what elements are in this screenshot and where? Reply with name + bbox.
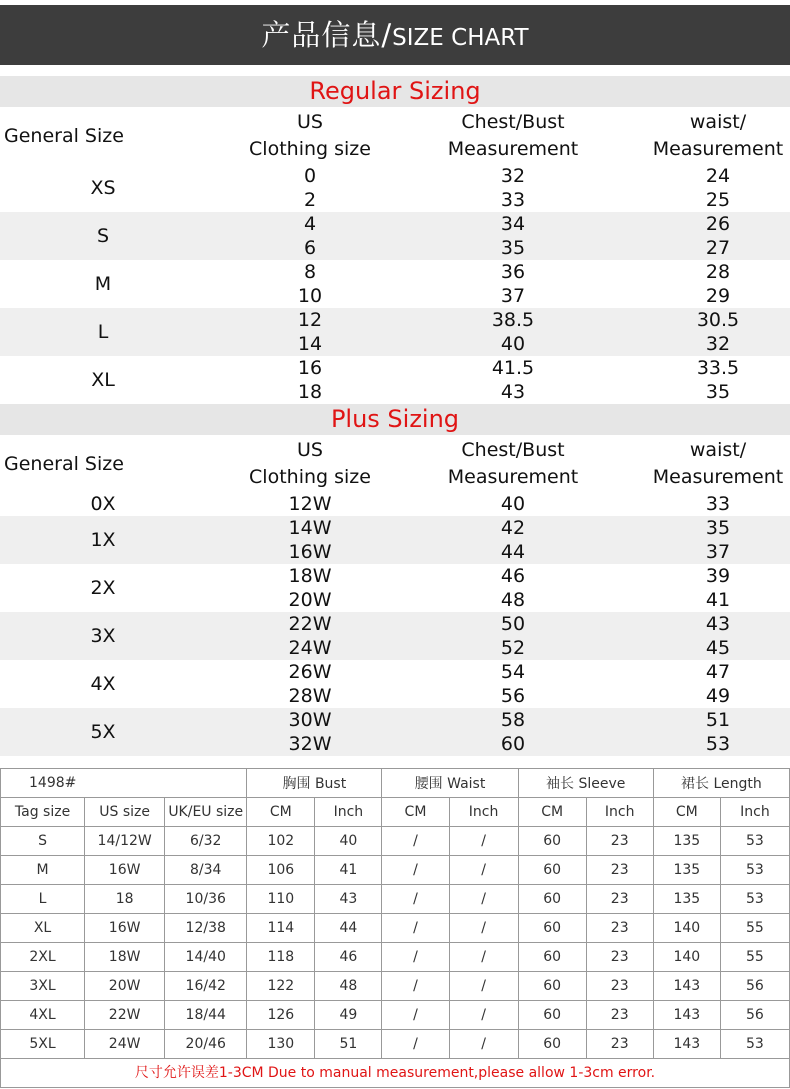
us-size-cell-value: 6 (303, 237, 317, 259)
us-size-cell (230, 260, 390, 308)
table-cell: 60 (518, 1030, 586, 1059)
waist-cell-value: 45 (705, 637, 731, 659)
waist-cell-value: 24 (705, 165, 731, 187)
us-size-cell-value: 18W (288, 565, 332, 587)
table-cell: / (382, 943, 449, 972)
table-cell: S (1, 827, 85, 856)
table-cell: 23 (586, 943, 653, 972)
table-cell: 12/38 (165, 914, 247, 943)
chest-cell (428, 708, 598, 756)
chest-cell (428, 516, 598, 564)
chest-cell (428, 564, 598, 612)
table-cell: 23 (586, 885, 653, 914)
subheader-cell: Inch (720, 798, 789, 827)
table-cell: 49 (315, 1001, 382, 1030)
table-row (1, 885, 790, 914)
chest-cell-value: 42 (500, 517, 526, 539)
table-cell: 18/44 (165, 1001, 247, 1030)
size-row (0, 516, 790, 564)
chest-cell-value: 50 (500, 613, 526, 635)
table-cell: 53 (720, 885, 789, 914)
general-size-cell: 3X (90, 625, 116, 647)
group-header-cell: 腰围 Waist (382, 769, 518, 798)
waist-cell-value: 53 (705, 733, 731, 755)
us-size-cell-value: 16W (288, 541, 332, 563)
us-size-cell (230, 660, 390, 708)
table-cell: 135 (653, 827, 720, 856)
waist-cell-value: 47 (705, 661, 731, 683)
subheader-cell: Inch (586, 798, 653, 827)
general-size-cell: M (94, 273, 112, 295)
us-size-cell-value: 4 (303, 213, 317, 235)
chest-cell-value: 52 (500, 637, 526, 659)
table-cell: 60 (518, 914, 586, 943)
chest-cell (428, 356, 598, 404)
table-cell: 118 (247, 943, 315, 972)
table-row (1, 943, 790, 972)
plus-size-rows (0, 492, 790, 756)
chest-cell-value: 37 (500, 285, 526, 307)
waist-cell-value: 37 (705, 541, 731, 563)
header-us-size: US Clothing size (249, 439, 371, 488)
us-size-cell-value: 22W (288, 613, 332, 635)
size-row (0, 708, 790, 756)
chest-cell-value: 44 (500, 541, 526, 563)
us-size-cell-value: 24W (288, 637, 332, 659)
group-header-cell: 袖长 Sleeve (518, 769, 653, 798)
chest-cell-value: 41.5 (491, 357, 535, 379)
table-cell: 56 (720, 972, 789, 1001)
table-cell: 53 (720, 827, 789, 856)
us-size-cell (230, 356, 390, 404)
table-cell: / (449, 1030, 518, 1059)
table-row (1, 914, 790, 943)
us-size-cell (230, 516, 390, 564)
table-cell: 143 (653, 1001, 720, 1030)
table-cell: / (449, 1001, 518, 1030)
waist-cell (640, 260, 790, 308)
table-cell: / (382, 856, 449, 885)
table-cell: 53 (720, 856, 789, 885)
size-row (0, 164, 790, 212)
chest-cell (428, 212, 598, 260)
general-size-cell: L (97, 321, 109, 343)
chest-cell (428, 612, 598, 660)
chest-cell (428, 164, 598, 212)
table-cell: 114 (247, 914, 315, 943)
table-cell: 140 (653, 914, 720, 943)
subheader-cell: CM (247, 798, 315, 827)
table-cell: 60 (518, 856, 586, 885)
table-row (1, 1001, 790, 1030)
table-cell: 102 (247, 827, 315, 856)
subheader-cell: Inch (315, 798, 382, 827)
table-cell: 5XL (1, 1030, 85, 1059)
us-size-cell (230, 708, 390, 756)
table-cell: 23 (586, 856, 653, 885)
waist-cell (640, 612, 790, 660)
table-row (1, 827, 790, 856)
us-size-cell-value: 14W (288, 517, 332, 539)
header-title-cn: 产品信息/ (261, 18, 393, 52)
table-cell: 23 (586, 827, 653, 856)
waist-cell-value: 33 (705, 493, 731, 515)
size-row (0, 564, 790, 612)
table-cell: 14/12W (85, 827, 165, 856)
chest-cell-value: 33 (500, 189, 526, 211)
table-row (1, 856, 790, 885)
table-row (1, 972, 790, 1001)
waist-cell (640, 492, 790, 516)
table-cell: 110 (247, 885, 315, 914)
us-size-cell-value: 30W (288, 709, 332, 731)
chest-cell-value: 58 (500, 709, 526, 731)
table-cell: XL (1, 914, 85, 943)
subheader-cell: CM (382, 798, 449, 827)
table-cell: / (449, 827, 518, 856)
table-cell: 18 (85, 885, 165, 914)
size-row (0, 612, 790, 660)
table-cell: 23 (586, 972, 653, 1001)
general-size-cell: 5X (90, 721, 116, 743)
table-cell: 60 (518, 943, 586, 972)
table-cell: 51 (315, 1030, 382, 1059)
waist-cell (640, 356, 790, 404)
table-subheader-row (1, 798, 790, 827)
waist-cell (640, 164, 790, 212)
table-cell: 135 (653, 885, 720, 914)
us-size-cell-value: 10 (297, 285, 323, 307)
table-cell: / (382, 1001, 449, 1030)
table-cell: 22W (85, 1001, 165, 1030)
waist-cell-value: 28 (705, 261, 731, 283)
header-general-size: General Size (4, 453, 124, 475)
size-row (0, 260, 790, 308)
measurement-note: 尺寸允许误差1-3CM Due to manual measurement,please allow 1-3cm error. (0, 1058, 790, 1088)
table-cell: / (382, 914, 449, 943)
us-size-cell-value: 0 (303, 165, 317, 187)
waist-cell-value: 43 (705, 613, 731, 635)
table-cell: 4XL (1, 1001, 85, 1030)
waist-cell (640, 564, 790, 612)
chest-cell-value: 60 (500, 733, 526, 755)
us-size-cell-value: 8 (303, 261, 317, 283)
waist-cell-value: 32 (705, 333, 731, 355)
header-us-size: US Clothing size (249, 111, 371, 160)
table-cell: 135 (653, 856, 720, 885)
table-cell: 126 (247, 1001, 315, 1030)
table-cell: / (449, 943, 518, 972)
table-cell: 3XL (1, 972, 85, 1001)
us-size-cell-value: 32W (288, 733, 332, 755)
general-size-cell: S (96, 225, 110, 247)
waist-cell-value: 35 (705, 517, 731, 539)
waist-cell-value: 25 (705, 189, 731, 211)
chest-cell-value: 40 (500, 493, 526, 515)
table-cell: 60 (518, 827, 586, 856)
header-general-size: General Size (4, 125, 124, 147)
table-cell: 140 (653, 943, 720, 972)
table-cell: 60 (518, 972, 586, 1001)
us-size-cell-value: 12 (297, 309, 323, 331)
waist-cell (640, 516, 790, 564)
chest-cell (428, 492, 598, 516)
table-cell: / (382, 885, 449, 914)
waist-cell (640, 660, 790, 708)
table-cell: 48 (315, 972, 382, 1001)
us-size-cell (230, 212, 390, 260)
table-cell: 56 (720, 1001, 789, 1030)
table-cell: 20W (85, 972, 165, 1001)
table-cell: 44 (315, 914, 382, 943)
general-size-cell: XL (91, 369, 115, 391)
us-size-cell-value: 12W (288, 493, 332, 515)
chest-cell (428, 308, 598, 356)
chest-cell (428, 260, 598, 308)
table-cell: 16/42 (165, 972, 247, 1001)
us-size-cell (230, 164, 390, 212)
us-size-cell (230, 612, 390, 660)
table-cell: / (449, 885, 518, 914)
table-cell: 23 (586, 914, 653, 943)
table-cell: 40 (315, 827, 382, 856)
waist-cell-value: 49 (705, 685, 731, 707)
waist-cell-value: 30.5 (696, 309, 740, 331)
table-cell: 106 (247, 856, 315, 885)
subheader-cell: Inch (449, 798, 518, 827)
us-size-cell-value: 16 (297, 357, 323, 379)
waist-cell (640, 708, 790, 756)
table-cell: / (382, 827, 449, 856)
general-size-cell: 4X (90, 673, 116, 695)
table-cell: 8/34 (165, 856, 247, 885)
chest-cell-value: 43 (500, 381, 526, 403)
general-size-cell: 0X (90, 493, 116, 515)
size-row (0, 660, 790, 708)
general-size-cell: 1X (90, 529, 116, 551)
subheader-cell: Tag size (1, 798, 85, 827)
table-cell: 24W (85, 1030, 165, 1059)
table-cell: M (1, 856, 85, 885)
waist-cell-value: 35 (705, 381, 731, 403)
us-size-cell (230, 492, 390, 516)
table-cell: 143 (653, 1030, 720, 1059)
page-header (0, 5, 790, 65)
waist-cell (640, 212, 790, 260)
plus-sizing-title: Plus Sizing (0, 404, 790, 435)
table-cell: 16W (85, 914, 165, 943)
table-cell: / (382, 972, 449, 1001)
regular-sizing-title: Regular Sizing (0, 76, 790, 107)
table-cell: 23 (586, 1001, 653, 1030)
us-size-cell (230, 564, 390, 612)
header-chest: Chest/Bust Measurement (447, 111, 579, 160)
table-cell: 6/32 (165, 827, 247, 856)
chest-cell (428, 660, 598, 708)
table-cell: 130 (247, 1030, 315, 1059)
table-cell: 23 (586, 1030, 653, 1059)
chest-cell-value: 32 (500, 165, 526, 187)
table-cell: 20/46 (165, 1030, 247, 1059)
table-cell: 16W (85, 856, 165, 885)
table-cell: 60 (518, 885, 586, 914)
regular-column-headers (0, 107, 790, 165)
us-size-cell-value: 2 (303, 189, 317, 211)
chest-cell-value: 40 (500, 333, 526, 355)
table-cell: 43 (315, 885, 382, 914)
measurement-table (0, 768, 790, 1059)
table-cell: / (449, 914, 518, 943)
waist-cell-value: 41 (705, 589, 731, 611)
size-row (0, 212, 790, 260)
header-chest: Chest/Bust Measurement (447, 439, 579, 488)
chest-cell-value: 38.5 (491, 309, 535, 331)
model-number-cell: 1498# (1, 769, 247, 798)
chest-cell-value: 56 (500, 685, 526, 707)
table-cell: 55 (720, 943, 789, 972)
chest-cell-value: 34 (500, 213, 526, 235)
us-size-cell-value: 20W (288, 589, 332, 611)
table-cell: 46 (315, 943, 382, 972)
table-cell: 122 (247, 972, 315, 1001)
chest-cell-value: 54 (500, 661, 526, 683)
table-cell: 18W (85, 943, 165, 972)
size-row (0, 308, 790, 356)
header-waist: waist/ Measurement (652, 111, 784, 160)
us-size-cell-value: 26W (288, 661, 332, 683)
table-cell: 53 (720, 1030, 789, 1059)
waist-cell-value: 39 (705, 565, 731, 587)
size-row (0, 492, 790, 516)
subheader-cell: CM (518, 798, 586, 827)
table-cell: L (1, 885, 85, 914)
table-group-header-row (1, 769, 790, 798)
waist-cell-value: 51 (705, 709, 731, 731)
table-cell: 2XL (1, 943, 85, 972)
chest-cell-value: 46 (500, 565, 526, 587)
table-cell: / (449, 856, 518, 885)
header-title-en: SIZE CHART (392, 25, 529, 51)
us-size-cell-value: 18 (297, 381, 323, 403)
waist-cell-value: 33.5 (696, 357, 740, 379)
general-size-cell: 2X (90, 577, 116, 599)
waist-cell-value: 26 (705, 213, 731, 235)
us-size-cell (230, 308, 390, 356)
waist-cell-value: 29 (705, 285, 731, 307)
subheader-cell: UK/EU size (165, 798, 247, 827)
size-row (0, 356, 790, 404)
plus-column-headers (0, 435, 790, 493)
table-row (1, 1030, 790, 1059)
header-waist: waist/ Measurement (652, 439, 784, 488)
chest-cell-value: 36 (500, 261, 526, 283)
chest-cell-value: 35 (500, 237, 526, 259)
waist-cell (640, 308, 790, 356)
chest-cell-value: 48 (500, 589, 526, 611)
table-cell: 14/40 (165, 943, 247, 972)
group-header-cell: 裙长 Length (653, 769, 789, 798)
us-size-cell-value: 28W (288, 685, 332, 707)
group-header-cell: 胸围 Bust (247, 769, 382, 798)
table-cell: 41 (315, 856, 382, 885)
regular-size-rows (0, 164, 790, 404)
waist-cell-value: 27 (705, 237, 731, 259)
subheader-cell: US size (85, 798, 165, 827)
us-size-cell-value: 14 (297, 333, 323, 355)
table-cell: / (449, 972, 518, 1001)
table-cell: 143 (653, 972, 720, 1001)
table-cell: 55 (720, 914, 789, 943)
table-cell: / (382, 1030, 449, 1059)
table-cell: 10/36 (165, 885, 247, 914)
general-size-cell: XS (90, 177, 116, 199)
table-cell: 60 (518, 1001, 586, 1030)
subheader-cell: CM (653, 798, 720, 827)
